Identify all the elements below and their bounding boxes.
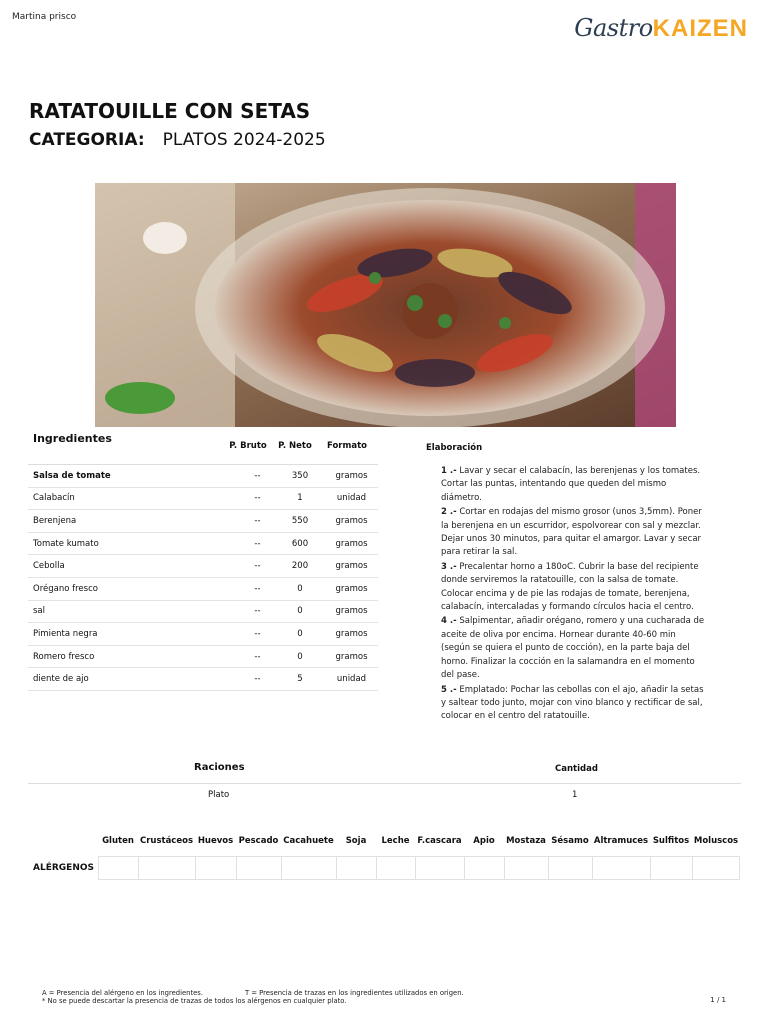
ingredients-header: [28, 432, 378, 464]
allergen-leche: Leche: [381, 836, 410, 846]
allergen-huevos: Huevos: [197, 836, 234, 846]
allergen-soja: Soja: [345, 836, 367, 846]
step-number: 3 .-: [441, 561, 457, 572]
table-row: [28, 601, 378, 624]
ingredient-formato: gramos: [335, 515, 368, 526]
ingredient-bruto: --: [254, 561, 261, 572]
servings-table: [28, 760, 741, 806]
ingredient-formato: gramos: [335, 470, 368, 481]
allergen-cell: [415, 856, 464, 880]
ingredient-formato: gramos: [335, 538, 368, 549]
step-text: Lavar y secar el calabacín, las berenjenas y los tomates. Cortar las puntas, intentando que queden del mismo diámetro.: [441, 466, 701, 503]
step-item: [441, 506, 706, 560]
ingredient-neto: 600: [291, 538, 309, 549]
allergen-cell: [195, 856, 236, 880]
recipe-title: RATATOUILLE CON SETAS: [29, 99, 311, 123]
ingredient-bruto: --: [254, 674, 261, 685]
servings-name: Plato: [208, 790, 230, 800]
ingredient-bruto: --: [254, 538, 261, 549]
table-row: [28, 510, 378, 533]
page-number: 1 / 1: [710, 996, 726, 1004]
allergen-apio: Apio: [473, 836, 495, 846]
column-p-neto: P. Neto: [278, 441, 312, 451]
step-item: [441, 684, 706, 724]
logo-part-kaizen: KAIZEN: [652, 15, 748, 42]
column-formato: Formato: [327, 441, 367, 451]
step-item: [441, 615, 706, 682]
allergen-cell: [692, 856, 740, 880]
allergen-sulfitos: Sulfitos: [652, 836, 690, 846]
ingredient-name: Pimienta negra: [33, 628, 98, 639]
column-p-bruto: P. Bruto: [229, 441, 267, 451]
servings-column-raciones: Raciones: [194, 762, 245, 773]
ingredient-name: Cebolla: [33, 561, 65, 572]
footer-notes: [42, 989, 464, 1005]
ingredient-neto: 0: [297, 651, 303, 662]
table-row: [28, 623, 378, 646]
ingredient-bruto: --: [254, 493, 261, 504]
allergen-cell: [650, 856, 692, 880]
table-row: [28, 533, 378, 556]
note-presence: A = Presencia del alérgeno en los ingredientes.: [42, 989, 204, 997]
note-traces: T = Presencia de trazas en los ingredientes utilizados en origen.: [245, 989, 464, 997]
ingredients-rows: [28, 464, 378, 691]
ingredient-neto: 350: [291, 470, 309, 481]
allergen-mostaza: Mostaza: [506, 836, 546, 846]
ingredient-bruto: --: [254, 651, 261, 662]
ingredient-formato: gramos: [335, 651, 368, 662]
ingredient-formato: gramos: [335, 606, 368, 617]
step-item: [441, 465, 706, 505]
table-row: [28, 784, 741, 806]
ingredient-neto: 0: [297, 606, 303, 617]
table-row: [28, 555, 378, 578]
ingredients-heading: Ingredientes: [33, 432, 112, 445]
ingredient-neto: 1: [297, 493, 303, 504]
ingredient-neto: 0: [297, 628, 303, 639]
ingredients-table: [28, 432, 378, 691]
allergens-label: ALÉRGENOS: [33, 863, 94, 873]
category-value: PLATOS 2024-2025: [162, 130, 326, 150]
table-row: [28, 578, 378, 601]
ingredient-formato: unidad: [336, 493, 367, 504]
ingredient-name: Salsa de tomate: [33, 470, 111, 481]
allergen-cell: [98, 856, 138, 880]
ingredient-name: Berenjena: [33, 515, 77, 526]
step-number: 5 .-: [441, 684, 457, 695]
allergen-sesamo: Sésamo: [551, 836, 589, 846]
allergen-cell: [376, 856, 415, 880]
footer-line-1: [42, 989, 464, 997]
brand-logo: [574, 14, 748, 43]
allergen-altramuces: Altramuces: [593, 836, 649, 846]
allergen-pescado: Pescado: [238, 836, 279, 846]
servings-column-cantidad: Cantidad: [555, 764, 598, 774]
ingredient-name: diente de ajo: [33, 674, 89, 685]
allergen-cell: [464, 856, 504, 880]
ingredient-neto: 5: [297, 674, 303, 685]
step-item: [441, 561, 706, 615]
step-number: 4 .-: [441, 616, 457, 627]
ingredient-bruto: --: [254, 628, 261, 639]
allergen-gluten: Gluten: [102, 836, 134, 846]
allergen-cell: [336, 856, 376, 880]
ingredient-bruto: --: [254, 515, 261, 526]
allergen-cell: [504, 856, 548, 880]
allergen-cell: [281, 856, 336, 880]
ingredient-bruto: --: [254, 470, 261, 481]
ingredient-formato: gramos: [335, 583, 368, 594]
ingredient-name: Romero fresco: [33, 651, 95, 662]
allergen-cacahuete: Cacahuete: [283, 836, 334, 846]
ingredient-name: sal: [33, 606, 45, 617]
ingredient-formato: gramos: [335, 628, 368, 639]
allergens-row: [28, 856, 740, 880]
allergen-fcascara: F.cascara: [417, 836, 462, 846]
author-name: Martina prisco: [12, 12, 77, 22]
logo-part-gastro: Gastro: [574, 14, 653, 42]
allergens-header: [98, 836, 740, 846]
ingredient-bruto: --: [254, 606, 261, 617]
ingredient-name: Orégano fresco: [33, 583, 98, 594]
step-text: Cortar en rodajas del mismo grosor (unos 3,5mm). Poner la berenjena en un escurridor, espolvorear con sal y mezclar. Dejar unos 30 minutos, para quitar el amargor. Lavar y secar para retirar la sal.: [441, 507, 702, 558]
allergen-crustaceos: Crustáceos: [139, 836, 194, 846]
ingredient-name: Calabacín: [33, 493, 75, 504]
ingredient-name: Tomate kumato: [33, 538, 99, 549]
category-label: CATEGORIA:: [29, 130, 145, 150]
ingredient-formato: gramos: [335, 561, 368, 572]
recipe-category: [29, 130, 326, 150]
table-row: [28, 668, 378, 691]
ingredient-bruto: --: [254, 583, 261, 594]
step-text: Salpimentar, añadir orégano, romero y una cucharada de aceite de oliva por encima. Hornear durante 40-60 min (según se quiera el punto de cocción), en la parte baja del horno. Finalizar la cocción en la salamandra en el momento del pase.: [441, 616, 705, 681]
step-text: Emplatado: Pochar las cebollas con el ajo, añadir la setas y saltear todo junto, mojar con vino blanco y rectificar de sal, colocar en el centro del ratatouille.: [441, 684, 704, 722]
allergen-cell: [548, 856, 592, 880]
servings-qty: 1: [572, 790, 578, 800]
note-disclaimer: * No se puede descartar la presencia de trazas de todos los alérgenos en cualquier plato.: [42, 997, 347, 1005]
step-number: 2 .-: [441, 507, 457, 518]
step-text: Precalentar horno a 180oC. Cubrir la base del recipiente donde serviremos la ratatouille, con la salsa de tomate. Colocar encima y de pie las rodajas de tomate, berenjena, calabacín, intercaladas y formando círculos hacia el centro.: [441, 561, 699, 613]
allergen-cell: [236, 856, 281, 880]
ingredient-neto: 200: [291, 561, 309, 572]
ingredient-neto: 0: [297, 583, 303, 594]
elaboration-heading: Elaboración: [426, 443, 483, 453]
allergen-cell: [138, 856, 195, 880]
table-row: [28, 646, 378, 669]
ingredient-formato: unidad: [336, 674, 367, 685]
dish-photo: [95, 183, 676, 427]
elaboration-steps: [441, 465, 706, 725]
allergen-moluscos: Moluscos: [693, 836, 739, 846]
allergen-cell: [592, 856, 650, 880]
ingredient-neto: 550: [291, 515, 309, 526]
servings-header: [28, 760, 741, 784]
table-row: [28, 488, 378, 511]
step-number: 1 .-: [441, 466, 457, 476]
table-row: [28, 465, 378, 488]
